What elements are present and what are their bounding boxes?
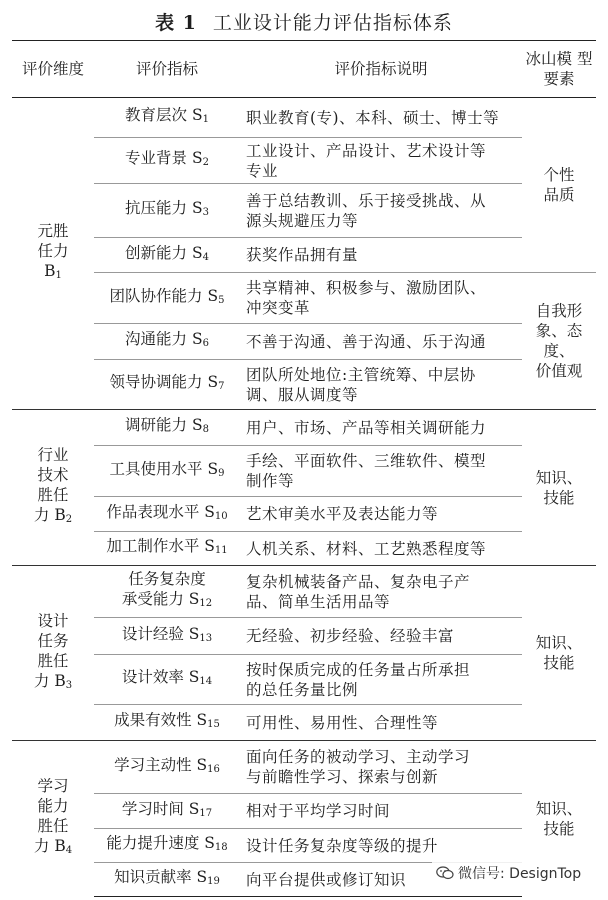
table-row <box>12 794 596 829</box>
indicator-sub: 17 <box>199 807 213 819</box>
indicator-sub: 11 <box>214 545 228 556</box>
table-row <box>12 741 596 794</box>
description-cell: 设计任务复杂度等级的提升 <box>240 829 522 863</box>
indicator-cell <box>94 273 240 324</box>
indicator-cell <box>94 238 240 273</box>
dimension-cell <box>12 741 94 897</box>
indicator-label: 任务复杂度 承受能力 S <box>121 570 206 608</box>
indicator-cell <box>94 532 240 566</box>
dimension-label: 元胜 任力 B <box>37 222 69 280</box>
table-row <box>12 360 596 410</box>
indicator-sub: 1 <box>202 114 209 125</box>
table-row <box>12 410 596 446</box>
indicator-cell <box>94 705 240 741</box>
table-row <box>12 324 596 360</box>
table-row <box>12 238 596 273</box>
indicator-cell <box>94 324 240 360</box>
indicator-label: 团队协作能力 S <box>109 286 219 305</box>
indicator-label: 抗压能力 S <box>125 199 203 217</box>
indicator-cell <box>94 618 240 655</box>
indicator-sub: 4 <box>202 251 209 263</box>
description-cell: 工业设计、产品设计、艺术设计等 专业 <box>240 138 522 184</box>
header-dimension: 评价维度 <box>12 41 94 98</box>
dimension-label: 学习 能力 胜任 力 B <box>33 777 69 856</box>
indicator-label: 学习主动性 S <box>114 755 208 774</box>
description-cell: 无经验、初步经验、经验丰富 <box>240 618 522 655</box>
dimension-cell <box>12 410 94 566</box>
iceberg-cell: 知识、 技能 <box>522 741 596 897</box>
indicator-label: 知识贡献率 S <box>114 868 208 886</box>
dimension-sub: 1 <box>55 270 62 281</box>
indicator-cell <box>94 741 240 794</box>
description-cell: 获奖作品拥有量 <box>240 238 522 273</box>
indicator-cell <box>94 655 240 705</box>
indicator-sub: 6 <box>202 338 209 349</box>
indicator-label: 加工制作水平 S <box>106 537 215 555</box>
indicator-cell <box>94 184 240 238</box>
indicator-sub: 13 <box>199 632 213 644</box>
indicator-label: 设计经验 S <box>121 624 200 643</box>
indicator-sub: 2 <box>202 157 209 168</box>
watermark-text: 微信号: DesignTop <box>458 866 582 882</box>
indicator-label: 学习时间 S <box>121 799 200 818</box>
indicator-label: 调研能力 S <box>125 416 203 434</box>
dimension-cell <box>12 98 94 410</box>
indicator-table <box>12 40 596 897</box>
indicator-sub: 14 <box>199 676 213 687</box>
indicator-label: 领导协调能力 S <box>109 373 219 391</box>
indicator-sub: 10 <box>214 510 228 522</box>
indicator-label: 工具使用水平 S <box>109 459 219 478</box>
indicator-label: 作品表现水平 S <box>106 502 215 521</box>
indicator-cell <box>94 98 240 138</box>
description-cell: 复杂机械装备产品、复杂电子产 品、简单生活用品等 <box>240 566 522 618</box>
header-description: 评价指标说明 <box>240 41 522 98</box>
table-caption: 工业设计能力评估指标体系 <box>212 12 453 34</box>
dimension-label: 行业 技术 胜任 力 B <box>33 446 69 524</box>
table-title <box>0 8 608 35</box>
indicator-sub: 3 <box>202 207 209 218</box>
description-cell: 按时保质完成的任务量占所承担 的总任务量比例 <box>240 655 522 705</box>
iceberg-cell: 知识、 技能 <box>522 566 596 741</box>
indicator-label: 沟通能力 S <box>125 330 203 348</box>
indicator-cell <box>94 138 240 184</box>
table-row <box>12 566 596 618</box>
dimension-label: 设计 任务 胜任 力 B <box>33 611 69 690</box>
description-cell: 手绘、平面软件、三维软件、模型 制作等 <box>240 446 522 497</box>
table-row <box>12 705 596 741</box>
indicator-sub: 7 <box>218 381 225 392</box>
indicator-label: 能力提升速度 S <box>106 834 215 852</box>
description-cell: 面向任务的被动学习、主动学习 与前瞻性学习、探索与创新 <box>240 741 522 794</box>
indicator-cell <box>94 446 240 497</box>
header-row <box>12 41 596 98</box>
table-row <box>12 273 596 324</box>
indicator-cell <box>94 794 240 829</box>
header-indicator: 评价指标 <box>94 41 240 98</box>
indicator-sub: 15 <box>207 719 220 730</box>
description-cell: 善于总结教训、乐于接受挑战、从 源头规避压力等 <box>240 184 522 238</box>
indicator-cell <box>94 863 240 897</box>
description-cell: 职业教育(专)、本科、硕士、博士等 <box>246 108 500 127</box>
watermark <box>432 861 585 885</box>
indicator-sub: 18 <box>214 842 228 853</box>
indicator-sub: 8 <box>202 424 209 435</box>
indicator-label: 设计效率 S <box>121 668 200 686</box>
wechat-icon <box>436 866 454 880</box>
description-cell: 共享精神、积极参与、激励团队、 冲突变革 <box>240 273 522 324</box>
indicator-sub: 19 <box>207 876 220 887</box>
indicator-cell <box>94 360 240 410</box>
description-cell: 向平台提供或修订知识 <box>240 863 522 897</box>
indicator-label: 专业背景 S <box>125 149 203 167</box>
dimension-sub: 2 <box>65 514 73 525</box>
table-row <box>12 98 596 138</box>
iceberg-cell: 自我形 象、态度、 价值观 <box>522 273 596 410</box>
table-row <box>12 184 596 238</box>
table-row <box>12 829 596 863</box>
table-row <box>12 618 596 655</box>
indicator-label: 教育层次 S <box>125 106 203 124</box>
dimension-cell <box>12 566 94 741</box>
description-cell: 用户、市场、产品等相关调研能力 <box>240 410 522 446</box>
indicator-cell <box>94 497 240 532</box>
table-number: 表 1 <box>155 12 197 34</box>
description-cell: 相对于平均学习时间 <box>240 794 522 829</box>
description-cell: 可用性、易用性、合理性等 <box>240 705 522 741</box>
indicator-label: 创新能力 S <box>125 243 203 262</box>
header-iceberg: 冰山模 型要素 <box>522 41 596 98</box>
indicator-label: 成果有效性 S <box>114 711 208 729</box>
table-row <box>12 138 596 184</box>
table-row <box>12 497 596 532</box>
iceberg-cell: 知识、 技能 <box>522 410 596 566</box>
description-cell: 团队所处地位:主管统筹、中层协 调、服从调度等 <box>240 360 522 410</box>
table-row <box>12 446 596 497</box>
description-cell: 不善于沟通、善于沟通、乐于沟通 <box>240 324 522 360</box>
indicator-sub: 5 <box>218 294 225 306</box>
indicator-sub: 16 <box>207 763 220 775</box>
iceberg-cell: 个性 品质 <box>543 166 575 204</box>
description-cell: 艺术审美水平及表达能力等 <box>240 497 522 532</box>
indicator-sub: 12 <box>199 598 213 609</box>
indicator-cell <box>94 566 240 618</box>
indicator-sub: 9 <box>218 467 225 479</box>
dimension-sub: 4 <box>65 845 73 857</box>
description-cell: 人机关系、材料、工艺熟悉程度等 <box>240 532 522 566</box>
indicator-cell <box>94 410 240 446</box>
indicator-cell <box>94 829 240 863</box>
table-row <box>12 532 596 566</box>
table-row <box>12 655 596 705</box>
dimension-sub: 3 <box>65 679 73 691</box>
